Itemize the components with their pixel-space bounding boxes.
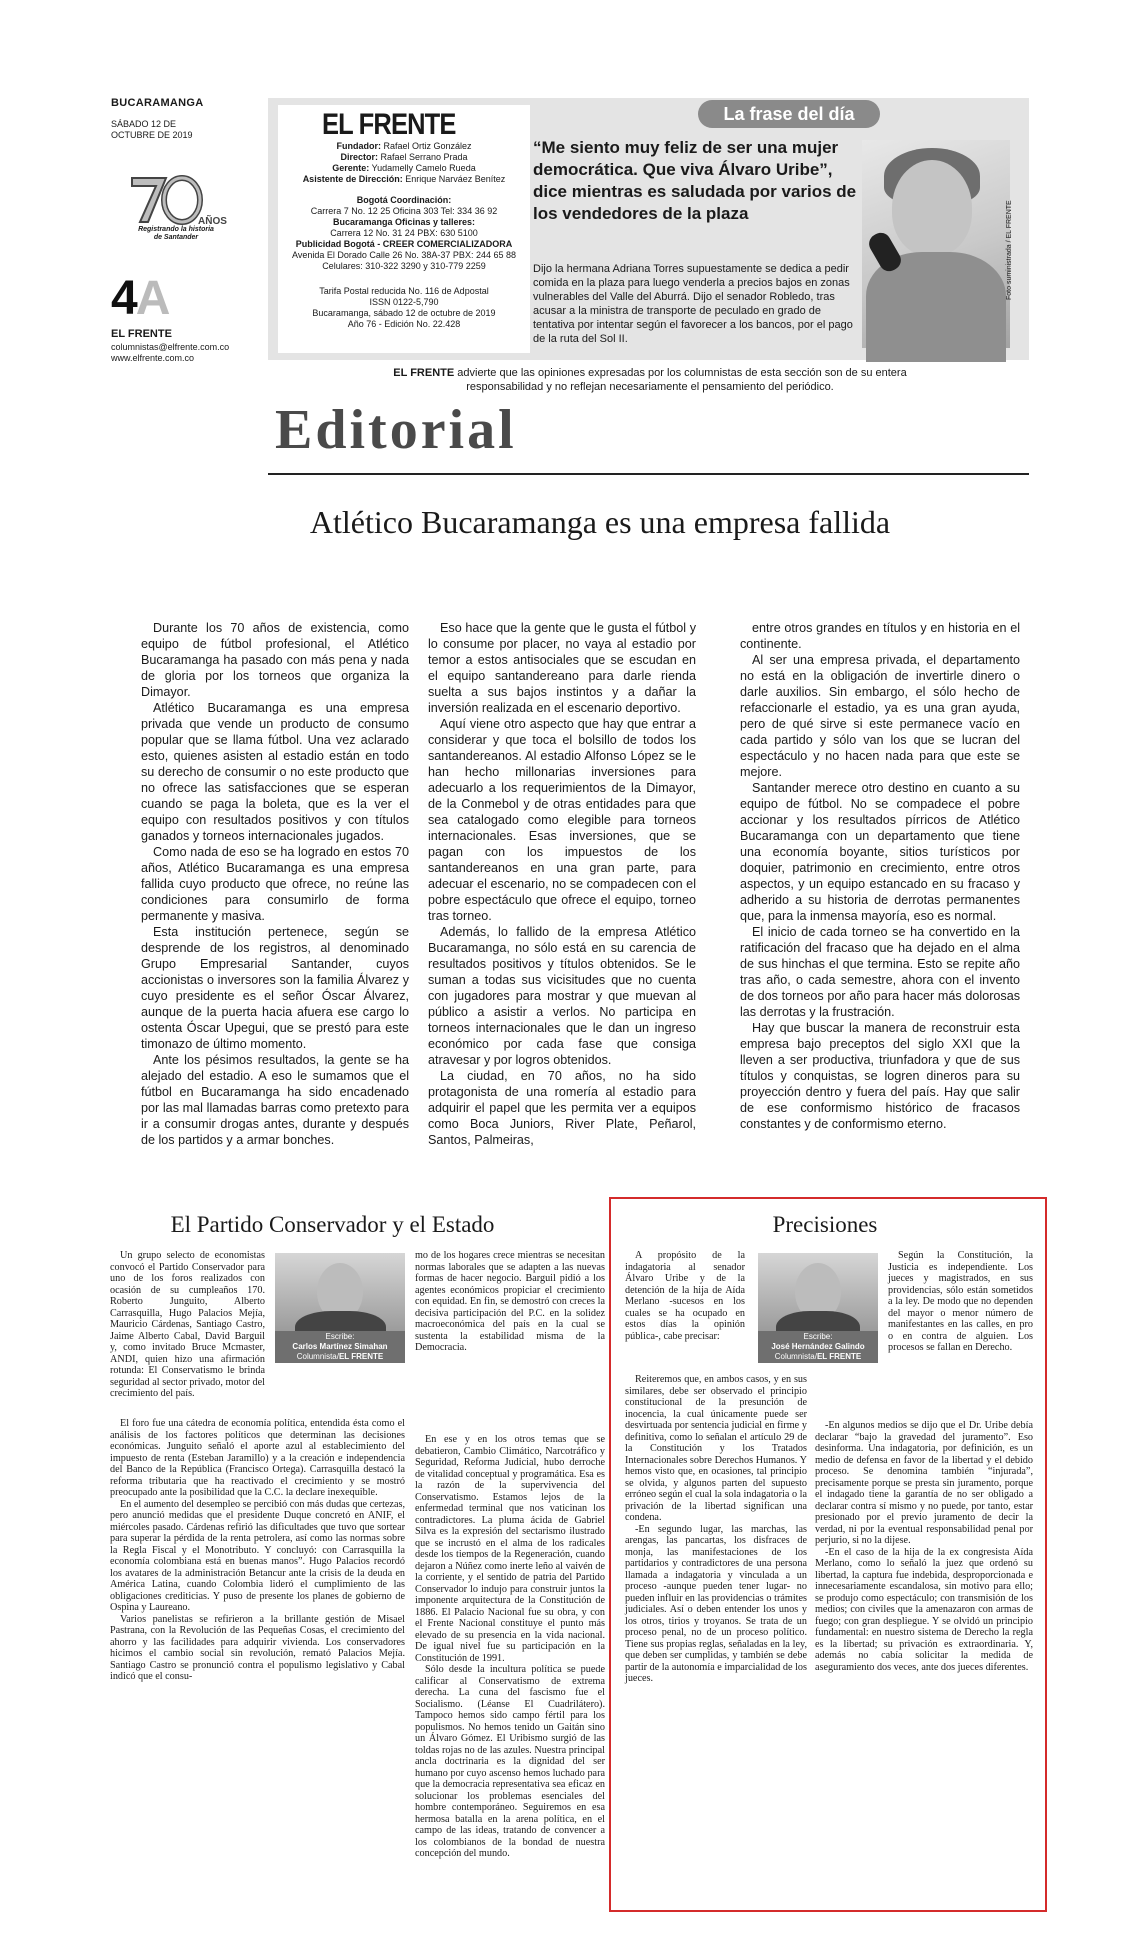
staff-line-value: Yudamelly Camelo Rueda (371, 163, 476, 173)
staff-line (278, 217, 530, 228)
staff-line-label: Bucaramanga Oficinas y talleres: (332, 217, 476, 227)
disclaimer-brand: EL FRENTE (393, 367, 455, 379)
author-role-right: Columnista/ (774, 1352, 817, 1361)
anniversary-logo (126, 168, 227, 241)
staff-logo: EL FRENTE (322, 108, 456, 141)
article-right-title: Precisiones (772, 1212, 878, 1237)
author-name-right: José Hernández Galindo (771, 1342, 865, 1351)
article-right-col2-top (888, 1250, 1033, 1354)
paper-name-small: EL FRENTE (111, 328, 172, 340)
contact-website[interactable]: www.elfrente.com.co (111, 353, 195, 363)
article-right-lead: A propósito de la indagatoria al senador Álvaro Uribe y de la detención de la hija de Aída Merlano -sucesos en los cuales se ha ocupado en estos días la opinión pública-, cabe precisar: (625, 1250, 745, 1342)
editorial-col2-paragraph: La ciudad, en 70 años, no ha sido protagonista de una romería al estadio para adquirir el papel que les permita ver a equipos como Boca Juniors, River Plate, Peñarol, Santos, Palmeiras, (428, 1069, 696, 1147)
staff-postal-line: Año 76 - Edición No. 22.428 (347, 319, 461, 329)
opinion-disclaimer (390, 366, 910, 394)
staff-line-label: Publicidad Bogotá - CREER COMERCIALIZADORA (295, 239, 513, 249)
author-box-right (758, 1253, 878, 1363)
editorial-title: Atlético Bucaramanga es una empresa fallida (309, 504, 891, 540)
author-name-left: Carlos Martínez Simahan (292, 1342, 388, 1351)
article-left-col2-lead: mo de los hogares crece mientras se necesitan normas laborales que se adapten a las nuevas formas de hacer negocio. Barguil pidió a los agentes económicos propiciar el crecimiento con equidad. En fin, se demostró con creces la decisiva participación del P.C. en la solidez macroeconómica del país en la cual se sustenta la estabilidad misma de la Democracia. (415, 1250, 605, 1353)
editorial-col3-paragraph: El inicio de cada torneo se ha convertido en la ratificación del fracaso que ha dejado en el alma de sus hinchas el que termina. Esto se repite año tras año, o cada semestre, ahora con el invento de dos torneos por año para hacer más dolorosas las derrotas y la frustración. (740, 925, 1020, 1019)
staff-line-label: Bogotá Coordinación: (356, 195, 452, 205)
staff-line (278, 163, 530, 174)
frase-photo (862, 140, 1010, 348)
editorial-col1-paragraph: Esta institución pertenece, según se desprende de los registros, al denominado Grupo Empresarial Santander, cuyos accionistas o inversores son la familia Álvarez y cuyo presidente es el señor Óscar Álvarez, aunque de la puerta hacia afuera ese cargo lo ostenta Óscar Upegui, que se prestó para este timonazo de último momento. (141, 925, 409, 1051)
editorial-column-1 (141, 620, 409, 1148)
staff-line (278, 152, 530, 163)
staff-postal-line: Bucaramanga, sábado 12 de octubre de 2019 (312, 308, 496, 318)
staff-panel (278, 105, 530, 353)
editorial-col1-paragraph: Durante los 70 años de existencia, como equipo de fútbol profesional, el Atlético Bucaramanga ha pasado con más pena y nada de gloria por los torneos que organiza la Dimayor. (141, 621, 409, 699)
article-right-col1-paragraph: -En segundo lugar, las marchas, las arengas, las pancartas, los disfraces de monja, las manifestaciones de los partidarios y contradictores de una persona llamada a indagatoria y vinculada a un proceso -aunque pueden tener lugar- no pueden influir en las providencias o trámites judiciales. Así o deben entender los unos y los otros, tirios y troyanos. Se trata de un proceso penal, no de un proceso político. Tiene sus propias reglas, señaladas en la ley, que deben ser cumplidas, y también se debe partir de la autonomía e imparcialidad de los jueces. (625, 1523, 807, 1684)
author-photo-right (758, 1253, 878, 1331)
article-left-column-2 (415, 1434, 605, 1860)
article-left-column-1 (110, 1418, 405, 1683)
author-box-left (275, 1253, 405, 1363)
author-brand-left: EL FRENTE (338, 1352, 384, 1361)
staff-line (278, 174, 530, 185)
staff-line (278, 250, 530, 261)
staff-line (278, 239, 530, 250)
staff-line-value: Rafael Serrano Prada (380, 152, 468, 162)
editorial-column-3 (740, 620, 1020, 1132)
section-rule (268, 473, 1029, 475)
staff-line (278, 195, 530, 206)
staff-line-value: Avenida El Dorado Calle 26 No. 38A-37 PBX: 244 65 88 (292, 250, 516, 260)
author-prefix-left: Escribe: (325, 1332, 355, 1341)
staff-line (278, 261, 530, 272)
editorial-col2-paragraph: Además, lo fallido de la empresa Atlético Bucaramanga, no sólo está en su carencia de resultados positivos y títulos obtenidos. Se le suman a todas sus vicisitudes que no cuenta con jugadores para mostrar y que muevan al público a asistir a verlos. No participa en torneos internacionales que le dan un ingreso económico por cada fase que consiga atravesar y por logros obtenidos. (428, 925, 696, 1067)
staff-line (278, 228, 530, 239)
frase-del-dia-tag: La frase del día (698, 100, 880, 128)
article-left-col1-paragraph: En el aumento del desempleo se percibió con más dudas que certezas, pero anunció medidas que el presidente Duque concretó en ANIF, el miércoles pasado. Cárdenas refirió las dificultades que tuvo que sortear para superar la pérdida de la renta petrolera, así como las normas sobre la Regla Fiscal y el Monotributo. Y concluyó: con Carrasquilla la economía colombiana está en buenas manos”. Hugo Palacios recordó los avatares de la administración Betancur ante la crisis de la deuda en América Latina, cuando Colombia lideró el cumplimiento de las obligaciones crediticias. Y puso de presente los planes de gobierno de Ospina y Laureano. (110, 1498, 405, 1613)
staff-line (278, 206, 530, 217)
editorial-column-2 (428, 620, 696, 1148)
editorial-col2-paragraph: Eso hace que la gente que le gusta el fútbol y lo consume por placer, no vaya al estadio por temor a estos antisociales que se escudan en el equipo santandereano para darle rienda suelta a sus bajos instintos y a dañar la inversión realizada en el escenario deportivo. (428, 621, 696, 715)
article-left-col1-top (110, 1250, 265, 1400)
article-left-col2-top (415, 1250, 605, 1354)
author-caption-right (758, 1331, 878, 1363)
frase-body: Dijo la hermana Adriana Torres supuestamente se dedica a pedir comida en la plaza para luego venderla a precios bajos en zonas vulnerables del Valle del Aburrá. Dijo el senador Robledo, tras acusar a la ministra de transporte de peculado en grado de tentativa por intentar según el favorecer a los bancos, por el pago de la ruta del Sol II. (533, 263, 853, 345)
article-left-col2-paragraph: En ese y en los otros temas que se debatieron, Cambio Climático, Narcotráfico y Seguridad, Reforma Judicial, hubo derroche de vitalidad conceptual y programática. Esa es la razón de la supervivencia del Conservatismo. Estamos lejos de la enfermedad terminal que nos vaticinan los contradictores. La pluma ácida de Gabriel Silva es la expresión del sectarismo ilustrado que se incrustó en el alma de los radicales desde los tiempos de la Regeneración, cuando dejaron a Núñez como inerte leño al vaivén de la corriente, y el sentido de patria del Partido Conservador lo indujo para construir juntos la imponente arquitectura de la Constitución de 1886. El Palacio Nacional fue su obra, y con el Frente Nacional constituye el punto más elevado de su presencia en la vida nacional. De igual nivel fue su participación en la Constitución de 1991. (415, 1434, 605, 1664)
contact-email[interactable]: columnistas@elfrente.com.co (111, 342, 230, 352)
article-right-col2-paragraph: -En el caso de la hija de la ex congresista Aída Merlano, como lo señaló la juez que ordenó su libertad, la captura fue indebida, desproporcionada e innecesariamente escandalosa, sin motivo para ello; se produjo como espectáculo; con transmisión de los medios; con civiles que la amenazaron con armas de fuego; con gran despliegue. Y se olvidó un principio fundamental: en nuestro sistema de Derecho la regla es la libertad; su privación es extraordinaria. Y, además no cabía solicitar la medida de aseguramiento dos veces, ante dos jueces diferentes. (815, 1546, 1033, 1673)
article-right-col1-paragraph: Reiteremos que, en ambos casos, y en sus similares, debe ser observado el principio constitucional de la presunción de inocencia, la cual únicamente puede ser desvirtuada por sentencia judicial en firme y definitiva, como lo señalan el artículo 29 de la Constitución y los Tratados Internacionales sobre Derechos Humanos. Y hemos visto que, en ocasiones, tal principio se olvida, y algunos parten del supuesto erróneo según el cual la sola indagatoria o la privación de la libertad significan una condena. (625, 1374, 807, 1523)
anniversary-tag: Registrando la historia de Santander (138, 226, 214, 241)
editorial-col1-paragraph: Ante los pésimos resultados, la gente se ha alejado del estadio. A eso le sumamos que el fútbol en Bucaramanga ha sido encadenado por las mal llamadas barras como pretexto para ir a consumir drogas antes, durante y después de los partidos y a armar bonches. (141, 1053, 409, 1147)
staff-line-label: Fundador: (336, 141, 381, 151)
author-role-left: Columnista/ (296, 1352, 339, 1361)
article-left-lead: Un grupo selecto de economistas convocó el Partido Conservador para uno de los foros realizados con ocasión de su cumpleaños 170. Roberto Junguito, Alberto Carrasquilla, Hugo Palacios Mejía, Mauricio Cárdenas, Santiago Castro, Jaime Alberto Cabal, David Barguil y, como invitado Bruce Mcmaster, ANDI, quien hizo una afirmación rotunda: El Conservatismo le brinda seguridad al sector privado, motor del crecimiento del país. (110, 1250, 265, 1399)
staff-line (278, 141, 530, 152)
editorial-col1-paragraph: Atlético Bucaramanga es una empresa privada que vende un producto de consumo popular que se llama fútbol. Una vez aclarado esto, quienes asisten al estadio están en todo su derecho de consumir o no este producto que no ofrece las satisfacciones que se esperan cuando se paga la boleta, que es la ver el equipo con resultados positivos y con títulos ganados y torneos internacionales jugados. (141, 701, 409, 843)
editorial-col1-paragraph: Como nada de eso se ha logrado en estos 70 años, Atlético Bucaramanga es una empresa fallida cuyo producto que ofrece, no reúne las condiciones para consumirlo de forma permanente y masiva. (141, 845, 409, 923)
editorial-col3-paragraph: Hay que buscar la manera de reconstruir esta empresa bajo preceptos del siglo XXI que la lleven a ser productiva, triunfadora y que de sus títulos y conquistas, se logren dineros para su proyección dentro y fuera del país. Hay que salir de ese conformismo histórico de fracasos constantes y de conformismo eterno. (740, 1021, 1020, 1131)
staff-postal-line: Tarifa Postal reducida No. 116 de Adpostal (319, 286, 489, 296)
staff-line-value: Enrique Narváez Benítez (405, 174, 506, 184)
anniversary-70-icon (126, 168, 227, 228)
article-right-col2-paragraph: -En algunos medios se dijo que el Dr. Uribe debía declarar “bajo la gravedad del juramento”. Eso desinforma. Una indagatoria, por definición, es un medio de defensa en favor de la libertad y el debido proceso. Se denomina también “injurada”, precisamente porque se presta sin juramento, porque el indagado tiene la garantía de no ser obligado a declarar contra sí mismo y no puede, por tanto, estar presionado por el previo juramento de decir la verdad, ni por la eventual responsabilidad penal por perjurio, si no la dijese. (815, 1420, 1033, 1546)
editorial-col3-paragraph: entre otros grandes en títulos y en historia en el continente. (740, 621, 1020, 651)
article-left-col1-paragraph: Varios panelistas se refirieron a la brillante gestión de Misael Pastrana, con la Revolución de las Pequeñas Cosas, el crecimiento del ahorro y las facilidades para adquirir vivienda. Los conservadores hicimos el cambio social sin revolución, remató Palacios Mejía. Santiago Castro se pronunció contra el populismo legislativo y Cabal indicó que el consu- (110, 1613, 405, 1682)
svg-text:AÑOS: AÑOS (198, 216, 227, 227)
article-right-col1-top (625, 1250, 745, 1342)
photo-credit: Foto suministrada / EL FRENTE (1006, 200, 1013, 300)
staff-line-value: Carrera 7 No. 12 25 Oficina 303 Tel: 334 36 92 (310, 206, 498, 216)
frase-quote: “Me siento muy feliz de ser una mujer democrática. Que viva Álvaro Uribe”, dice mientras es saludada por varios de los vendedores de la plaza (533, 138, 857, 223)
staff-line-label: Asistente de Dirección: (302, 174, 403, 184)
staff-postal-line: ISSN 0122-5,790 (369, 297, 439, 307)
article-right-column-2 (815, 1420, 1033, 1673)
editorial-col2-paragraph: Aquí viene otro aspecto que hay que entrar a considerar y que toca el bolsillo de todos los santandereanos. Al estadio Alfonso López se le han hecho millonarias inversiones para adecuarlo a los requerimientos de la Dimayor, de la Conmebol y de otras entidades para que sea catalogado como elegible para torneos internacionales. Esas inversiones, que se pagan con los impuestos de los santandereanos en una gran parte, para adecuar el escenario, no se compadecen con el pobre espectáculo que ofrece el equipo, torneo tras torneo. (428, 717, 696, 923)
page-number-digit: 4 (111, 272, 136, 325)
disclaimer-text: advierte que las opiniones expresadas por los columnistas de esta sección son de su entera responsabilidad y no reflejan necesariamente el pensamiento del periódico. (454, 367, 907, 393)
section-title: Editorial (275, 399, 517, 461)
author-brand-right: EL FRENTE (816, 1352, 862, 1361)
page-section-letter: A (135, 272, 169, 325)
staff-line-value: Rafael Ortiz González (383, 141, 472, 151)
page-number (111, 272, 169, 325)
staff-line-label: Gerente: (332, 163, 370, 173)
article-right-column-1 (625, 1374, 807, 1685)
author-prefix-right: Escribe: (803, 1332, 833, 1341)
contact-block (111, 342, 229, 364)
staff-line-label: Director: (340, 152, 378, 162)
staff-line-value: Celulares: 310-322 3290 y 310-779 2259 (322, 261, 486, 271)
article-left-col2-paragraph: Sólo desde la incultura política se puede calificar al Conservatismo de extrema derecha. La cuna del fascismo fue el Socialismo. (Léanse El Cuadrilátero). Tampoco hemos sido campo fértil para los populismos. No hemos tenido un Gaitán sino un Álvaro Gómez. El Uribismo surgió de las toldas rojas no de las azules. Nuestra principal ancla doctrinaria es la dignidad del ser humano por cuyo ascenso hemos luchado para que la democracia representativa sea eficaz en solucionar los problemas esenciales del hombre contemporáneo. Seguiremos en esa hermosa batalla en la arena política, en el campo de las ideas, tratando de convencer a los colombianos de la bondad de nuestra concepción del mundo. (415, 1664, 605, 1859)
article-right-col2-lead: Según la Constitución, la Justicia es independiente. Los jueces y magistrados, en sus providencias, sólo están sometidos a la ley. De modo que no dependen del mayor o menor número de manifestantes en las calles, en pro o en contra de alguien. Los procesos se fallan en Derecho. (888, 1250, 1033, 1353)
author-photo-left (275, 1253, 405, 1331)
issue-date: SÁBADO 12 DE OCTUBRE DE 2019 (111, 119, 193, 140)
author-caption-left (275, 1331, 405, 1363)
city-label: BUCARAMANGA (111, 97, 204, 109)
staff-line-value: Carrera 12 No. 31 24 PBX: 630 5100 (330, 228, 478, 238)
editorial-col3-paragraph: Santander merece otro destino en cuanto a su equipo de fútbol. No se compadece el pobre accionar y los resultados pírricos de Atlético Bucaramanga con un departamento que tiene una economía boyante, sitios turísticos por doquier, patrimonio en crecimiento, entre otros aspectos, y un equipo estancado en su fracaso y adherido a su historia de derrotas permanentes que, para la inmensa mayoría, eso es normal. (740, 781, 1020, 923)
article-left-title: El Partido Conservador y el Estado (170, 1212, 495, 1237)
article-left-col1-paragraph: El foro fue una cátedra de economía política, entendida ésta como el análisis de los factores políticos que determinan las decisiones económicas. Junguito señaló el aporte azul al establecimiento del impuesto de renta (Esteban Jaramillo) y a la creación e independencia del Banco de la República (Francisco Ortega). Carrasquilla destacó la reforma tributaria que ha reactivado el crecimiento y se mostró preocupado ante la posibilidad que la C.C. la declare inexequible. (110, 1418, 405, 1498)
editorial-col3-paragraph: Al ser una empresa privada, el departamento no está en la obligación de invertirle dinero o darle auxilios. Sin embargo, el sólo hecho de refaccionarle el estadio, ya es una gran ayuda, pero de qué sirve si este permanece vacío en cada partido y sólo van los que se lucran del espectáculo y no hacen nada para que este se mejore. (740, 653, 1020, 779)
